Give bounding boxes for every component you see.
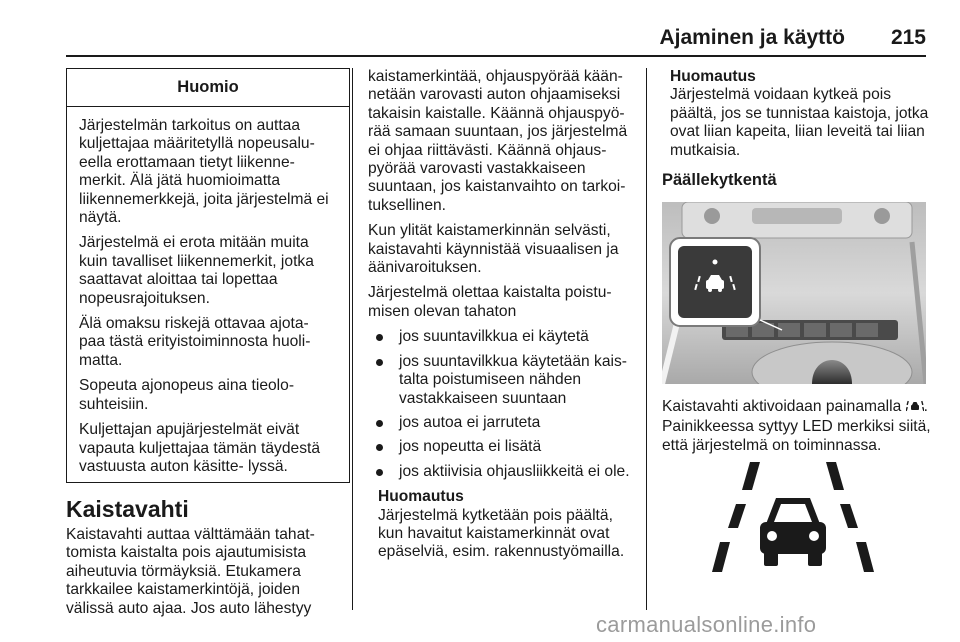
bullet-dot-icon bbox=[376, 420, 383, 427]
note-block bbox=[368, 488, 640, 562]
body-paragraph: Järjestelmä olettaa kaistalta poistu- misen olevan tahaton bbox=[368, 284, 612, 320]
list-item bbox=[368, 353, 640, 408]
column-1 bbox=[66, 68, 352, 625]
note-text: Järjestelmä kytketään pois päältä, kun havaitut kaistamerkinnät ovat epäselviä, esim. rakennustyömailla. bbox=[378, 506, 625, 561]
page-header bbox=[0, 0, 960, 60]
header-rule bbox=[66, 55, 926, 57]
bullet-dot-icon bbox=[376, 334, 383, 341]
bullet-dot-icon bbox=[376, 359, 383, 366]
conditions-list bbox=[368, 328, 640, 481]
note-block bbox=[662, 68, 932, 160]
lane-keep-assist-icon bbox=[906, 399, 924, 418]
list-item-text: jos suuntavilkkua käytetään kais- talta poistumiseen nähden vastakkaiseen suuntaan bbox=[399, 352, 627, 407]
lane-keep-assist-large-icon bbox=[708, 462, 932, 577]
warning-paragraph: Järjestelmä ei erota mitään muita kuin tavalliset liikennemerkit, jotka saattavat aloittaa tai lopettaa nopeusrajoituksen. bbox=[79, 234, 314, 307]
list-item-text: jos aktiivisia ohjausliikkeitä ei ole. bbox=[399, 462, 630, 480]
list-item bbox=[368, 438, 640, 456]
column-3 bbox=[662, 68, 932, 577]
list-item bbox=[368, 414, 640, 432]
dashboard-photo-graphic bbox=[662, 202, 926, 384]
note-text: Järjestelmä voidaan kytkeä pois päältä, jos se tunnistaa kaistoja, jotka ovat liian kapeita, liian leveitä tai liian mutkaisia. bbox=[670, 86, 929, 159]
warning-paragraph: Älä omaksu riskejä ottavaa ajota- paa tästä erityistoiminnosta huoli- matta. bbox=[79, 315, 311, 369]
column-2 bbox=[368, 68, 640, 569]
kaistavahti-intro: Kaistavahti auttaa välttämään tahat- tomista kaistalta pois ajautumisista aiheutuvia törmäyksiä. Etukamera tarkkailee kaistamerkintöjä, joiden välissä auto ajaa. Jos auto lähestyy bbox=[66, 526, 315, 617]
activation-text bbox=[662, 398, 932, 455]
body-paragraph: kaistamerkintää, ohjauspyörää kään- netään varovasti auton ohjaamiseksi takaisin kaistalle. Käännä ohjauspyö- rää samaan suuntaan, jos järjestelmä ei ohjaa riittävästi. Käännä ohjaus- pyörää varovasti vastakkaiseen suuntaan, jos kaistanvaihto on tarkoi- tuksellinen. bbox=[368, 68, 628, 214]
activation-text-start: Kaistavahti aktivoidaan painamalla bbox=[662, 398, 902, 416]
bullet-dot-icon bbox=[376, 469, 383, 476]
section-title-kaistavahti: Kaistavahti bbox=[66, 496, 189, 522]
warning-body bbox=[67, 107, 349, 476]
note-title: Huomautus bbox=[378, 488, 464, 506]
subheading-activation: Päällekytkentä bbox=[662, 171, 777, 190]
warning-paragraph: Kuljettajan apujärjestelmät eivät vapauta kuljettajaa tämän täydestä vastuusta auton käsitte- lyssä. bbox=[79, 421, 320, 475]
list-item-text: jos nopeutta ei lisätä bbox=[399, 438, 542, 456]
bullet-dot-icon bbox=[376, 444, 383, 451]
activation-text-end: . Painikkeessa syttyy LED merkiksi siitä, että järjestelmä on toiminnassa. bbox=[662, 398, 931, 454]
warning-paragraph: Sopeuta ajonopeus aina tieolo- suhteisiin. bbox=[79, 377, 295, 413]
list-item bbox=[368, 328, 640, 346]
warning-paragraph: Järjestelmän tarkoitus on auttaa kuljettajaa määritetyllä nopeusalu- eella erottamaan tietyt liikenne- merkit. Älä jätä huomioimatta liikennemerkkejä, joita järjestelmä ei näytä. bbox=[79, 117, 329, 227]
warning-title: Huomio bbox=[67, 69, 349, 107]
note-title: Huomautus bbox=[670, 68, 756, 85]
list-item bbox=[368, 463, 640, 481]
dashboard-button-photo bbox=[662, 202, 926, 384]
body-paragraph: Kun ylität kaistamerkinnän selvästi, kaistavahti käynnistää visuaalisen ja äänivaroituksen. bbox=[368, 222, 619, 277]
header-section-title: Ajaminen ja käyttö bbox=[659, 26, 845, 49]
page-number: 215 bbox=[890, 26, 926, 49]
watermark: carmanualsonline.info bbox=[596, 612, 817, 637]
list-item-text: jos autoa ei jarruteta bbox=[399, 413, 541, 431]
warning-box bbox=[66, 68, 350, 483]
column-divider-2 bbox=[646, 68, 647, 610]
column-divider-1 bbox=[352, 68, 353, 610]
list-item-text: jos suuntavilkkua ei käytetä bbox=[399, 328, 589, 346]
